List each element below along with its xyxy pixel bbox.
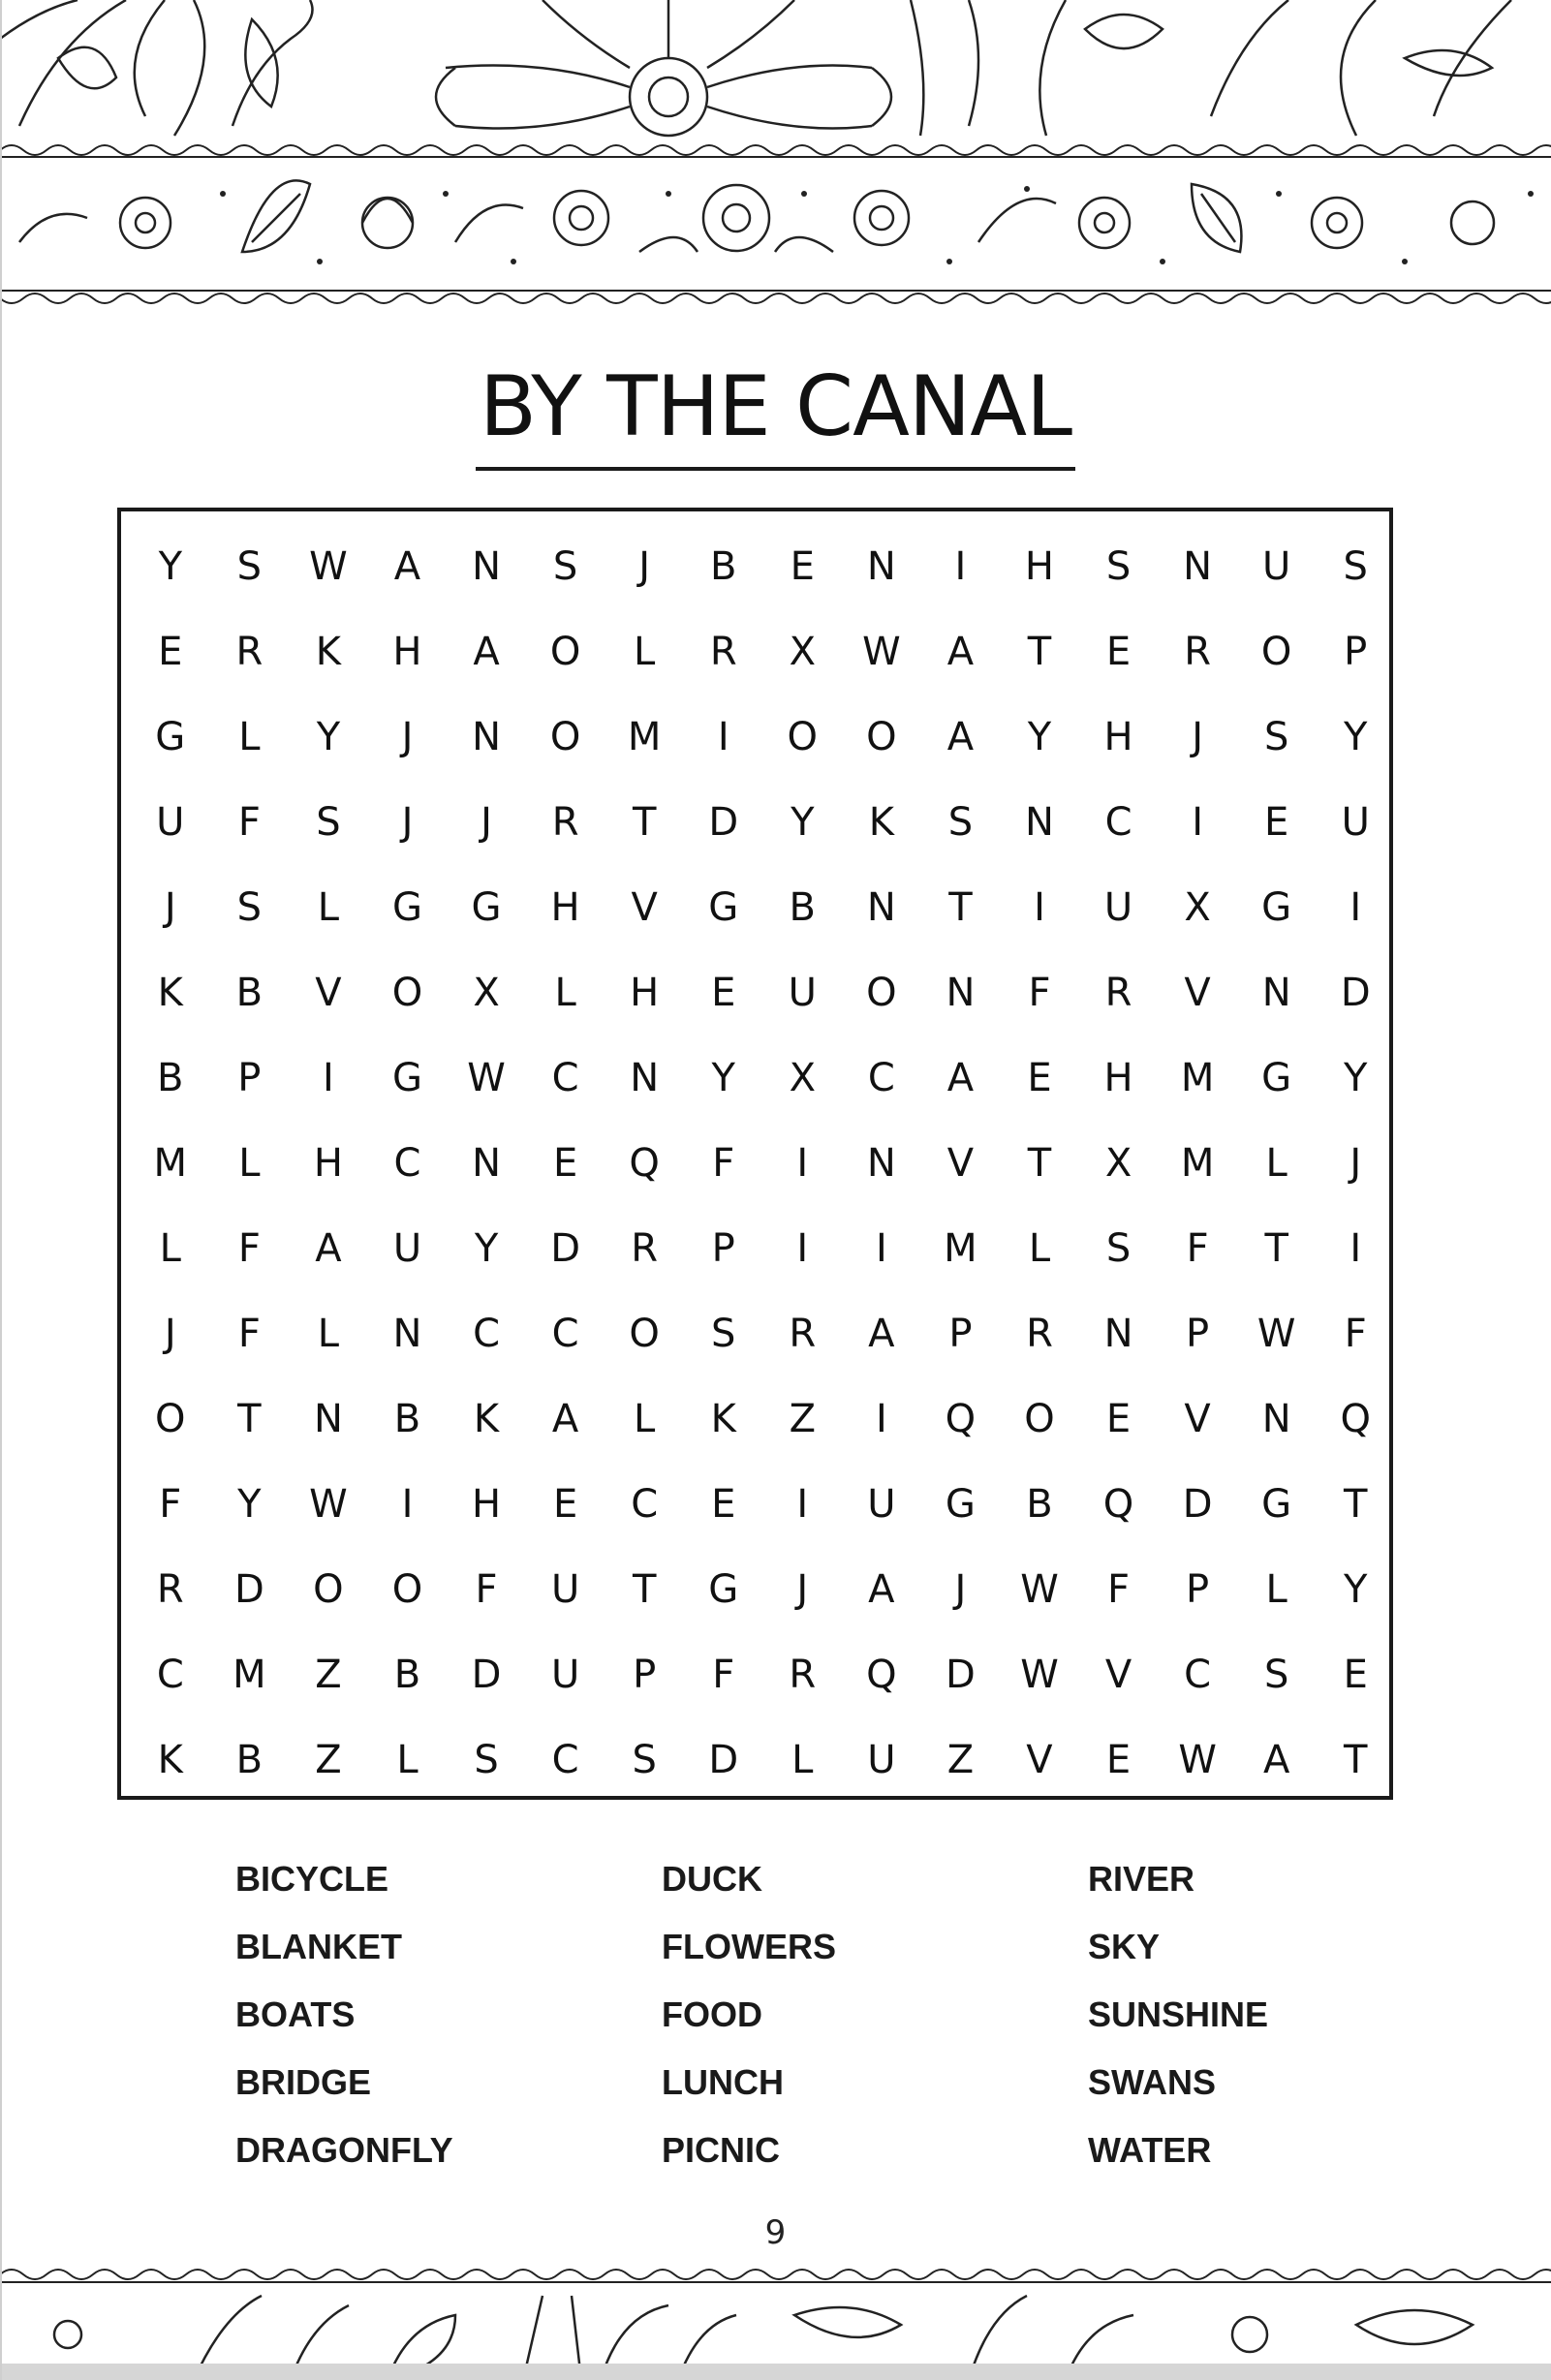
grid-letter: F <box>475 1567 498 1612</box>
grid-letter: S <box>236 544 263 589</box>
grid-letter: O <box>866 971 897 1015</box>
grid-letter: R <box>156 1567 184 1612</box>
bottom-floral-border <box>0 2257 1551 2380</box>
grid-letter: V <box>315 971 342 1015</box>
grid-letter: Q <box>866 1653 897 1697</box>
grid-letter: P <box>948 1312 973 1356</box>
grid-letter: V <box>631 885 658 930</box>
word-list-item: DRAGONFLY <box>235 2130 453 2170</box>
grid-letter: C <box>393 1141 421 1186</box>
grid-letter: H <box>392 630 422 674</box>
grid-letter: Y <box>316 715 341 759</box>
grid-letter: D <box>708 1738 739 1782</box>
grid-letter: W <box>1178 1738 1217 1782</box>
grid-letter: S <box>552 544 578 589</box>
grid-letter: S <box>947 800 974 845</box>
grid-letter: J <box>401 715 414 759</box>
grid-letter: G <box>391 1056 422 1100</box>
grid-letter: S <box>1105 1226 1132 1271</box>
grid-letter: O <box>787 715 819 759</box>
grid-letter: X <box>789 630 816 674</box>
word-list <box>235 1845 1320 2170</box>
grid-letter: M <box>233 1653 266 1697</box>
word-list-item: DUCK <box>662 1859 762 1899</box>
grid-letter: F <box>237 1226 261 1271</box>
word-list-item: WATER <box>1088 2130 1212 2170</box>
grid-letter: Y <box>237 1482 262 1527</box>
grid-letter: K <box>473 1397 500 1441</box>
grid-letter: I <box>323 1056 334 1100</box>
grid-letter: I <box>875 1226 887 1271</box>
grid-letter: S <box>1263 1653 1289 1697</box>
grid-letter: N <box>1261 1397 1291 1441</box>
grid-letter: K <box>315 630 342 674</box>
top-floral-border <box>0 0 1551 329</box>
grid-letter: N <box>1103 1312 1133 1356</box>
word-list-item: FOOD <box>662 1994 762 2034</box>
grid-letter: S <box>711 1312 736 1356</box>
grid-letter: X <box>1184 885 1211 930</box>
word-list-item: PICNIC <box>662 2130 781 2170</box>
grid-letter: Y <box>711 1056 735 1100</box>
grid-letter: W <box>309 1482 348 1527</box>
word-list-item: SKY <box>1088 1927 1161 1966</box>
grid-letter: T <box>237 1397 262 1441</box>
grid-letter: O <box>391 1567 423 1612</box>
grid-letter: C <box>551 1738 579 1782</box>
grid-letter: U <box>550 1653 580 1697</box>
grid-letter: L <box>159 1226 181 1271</box>
grid-letter: N <box>472 1141 501 1186</box>
grid-letter: Z <box>315 1738 342 1782</box>
grid-letter: B <box>789 885 816 930</box>
grid-letter: U <box>550 1567 580 1612</box>
grid-letter: U <box>156 800 185 845</box>
grid-letter: H <box>1024 544 1054 589</box>
grid-letter: J <box>164 885 176 930</box>
grid-letter: K <box>868 800 894 845</box>
grid-letter: T <box>1027 1141 1052 1186</box>
grid-letter: C <box>631 1482 659 1527</box>
grid-letter: L <box>1265 1567 1287 1612</box>
grid-letter: C <box>867 1056 895 1100</box>
grid-letter: E <box>1105 1397 1132 1441</box>
grid-letter: T <box>1344 1738 1368 1782</box>
grid-letter: C <box>1104 800 1132 845</box>
grid-letter: A <box>946 1056 975 1100</box>
grid-letter: H <box>313 1141 343 1186</box>
grid-letter: J <box>164 1312 176 1356</box>
grid-letter: G <box>708 1567 739 1612</box>
grid-letter: N <box>630 1056 660 1100</box>
grid-letter: R <box>1184 630 1211 674</box>
grid-letter: G <box>1261 1482 1292 1527</box>
word-list-item: SUNSHINE <box>1088 1994 1269 2034</box>
grid-letter: J <box>638 544 651 589</box>
grid-letter: V <box>1026 1738 1053 1782</box>
grid-letter: U <box>867 1482 896 1527</box>
grid-letter: U <box>788 971 817 1015</box>
grid-letter: O <box>629 1312 660 1356</box>
grid-letter: U <box>1103 885 1133 930</box>
grid-letter: R <box>1026 1312 1053 1356</box>
grid-letter: M <box>1180 1056 1215 1100</box>
grid-letter: O <box>1260 630 1292 674</box>
grid-letter: L <box>791 1738 814 1782</box>
grid-letter: R <box>709 630 737 674</box>
word-list-item: BLANKET <box>235 1927 402 1966</box>
grid-letter: O <box>549 630 581 674</box>
grid-letter: A <box>868 1312 895 1356</box>
grid-letter: E <box>552 1141 578 1186</box>
grid-letter: C <box>156 1653 184 1697</box>
grid-letter: Z <box>315 1653 342 1697</box>
grid-letter: F <box>237 1312 261 1356</box>
grid-letter: D <box>1340 971 1371 1015</box>
grid-letter: P <box>1186 1312 1210 1356</box>
grid-letter: G <box>1261 1056 1292 1100</box>
grid-letter: I <box>1192 800 1203 845</box>
grid-letter: R <box>631 1226 659 1271</box>
grid-letter: Z <box>946 1738 975 1782</box>
grid-letter: N <box>1261 971 1291 1015</box>
grid-letter: V <box>1104 1653 1132 1697</box>
grid-letter: G <box>945 1482 976 1527</box>
word-list-item: SWANS <box>1088 2062 1217 2102</box>
grid-letter: T <box>632 800 657 845</box>
grid-letter: J <box>1349 1141 1362 1186</box>
grid-letter: I <box>796 1141 809 1186</box>
grid-letter: L <box>317 885 340 930</box>
word-list-item: BRIDGE <box>235 2062 372 2102</box>
grid-letter: L <box>634 1397 656 1441</box>
grid-letter: G <box>1261 885 1292 930</box>
grid-letter: A <box>393 544 421 589</box>
grid-letter: X <box>1104 1141 1132 1186</box>
grid-letter: N <box>313 1397 343 1441</box>
grid-letter: E <box>1264 800 1289 845</box>
grid-letter: M <box>627 715 662 759</box>
grid-letter: N <box>866 885 896 930</box>
grid-letter: Y <box>1344 1056 1368 1100</box>
grid-letter: H <box>630 971 660 1015</box>
grid-letter: I <box>796 1226 809 1271</box>
grid-letter: N <box>1183 544 1213 589</box>
letter-grid <box>131 524 1395 1803</box>
grid-letter: S <box>1263 715 1289 759</box>
word-list-item: BICYCLE <box>235 1859 389 1899</box>
grid-letter: Y <box>158 544 182 589</box>
grid-letter: F <box>237 800 261 845</box>
grid-letter: T <box>632 1567 657 1612</box>
grid-letter: I <box>1034 885 1045 930</box>
grid-letter: Y <box>474 1226 499 1271</box>
grid-letter: N <box>866 544 896 589</box>
grid-letter: D <box>471 1653 502 1697</box>
grid-letter: G <box>471 885 502 930</box>
grid-letter: E <box>711 971 736 1015</box>
grid-letter: E <box>1105 630 1132 674</box>
grid-letter: Y <box>1344 715 1368 759</box>
grid-letter: P <box>711 1226 735 1271</box>
grid-letter: I <box>401 1482 414 1527</box>
word-list-item: RIVER <box>1088 1859 1195 1899</box>
grid-letter: U <box>392 1226 422 1271</box>
grid-letter: O <box>549 715 581 759</box>
grid-letter: D <box>946 1653 976 1697</box>
grid-letter: H <box>1103 715 1133 759</box>
grid-letter: O <box>866 715 897 759</box>
grid-letter: Y <box>1027 715 1052 759</box>
grid-letter: N <box>946 971 976 1015</box>
grid-letter: L <box>238 1141 261 1186</box>
grid-letter: S <box>316 800 341 845</box>
grid-letter: W <box>467 1056 506 1100</box>
grid-letter: A <box>1262 1738 1290 1782</box>
grid-letter: N <box>472 544 501 589</box>
grid-letter: Z <box>789 1397 816 1441</box>
grid-letter: O <box>155 1397 186 1441</box>
grid-letter: F <box>712 1141 735 1186</box>
grid-letter: G <box>155 715 186 759</box>
grid-letter: P <box>633 1653 657 1697</box>
grid-letter: M <box>153 1141 188 1186</box>
grid-letter: J <box>481 800 492 845</box>
grid-letter: L <box>317 1312 340 1356</box>
grid-letter: A <box>946 630 975 674</box>
page-title-text: BY THE CANAL <box>476 358 1075 471</box>
word-list-item: BOATS <box>235 1994 356 2034</box>
grid-letter: T <box>1344 1482 1368 1527</box>
grid-letter: U <box>1341 800 1370 845</box>
grid-letter: V <box>946 1141 975 1186</box>
grid-letter: W <box>862 630 901 674</box>
grid-letter: Q <box>945 1397 977 1441</box>
grid-letter: W <box>309 544 348 589</box>
grid-letter: V <box>1184 971 1211 1015</box>
grid-letter: U <box>867 1738 896 1782</box>
word-list-item: LUNCH <box>662 2062 784 2102</box>
grid-letter: G <box>391 885 422 930</box>
grid-letter: D <box>233 1567 264 1612</box>
grid-letter: P <box>1186 1567 1210 1612</box>
grid-letter: Q <box>1102 1482 1134 1527</box>
grid-letter: E <box>1105 1738 1132 1782</box>
grid-letter: F <box>1344 1312 1367 1356</box>
grid-letter: F <box>1028 971 1051 1015</box>
grid-letter: P <box>237 1056 262 1100</box>
grid-letter: P <box>1344 630 1368 674</box>
grid-letter: X <box>789 1056 816 1100</box>
grid-letter: H <box>471 1482 502 1527</box>
word-search-grid <box>117 508 1393 1800</box>
grid-letter: A <box>473 630 500 674</box>
grid-letter: F <box>712 1653 735 1697</box>
grid-letter: S <box>236 885 263 930</box>
grid-letter: R <box>1104 971 1132 1015</box>
grid-letter: Y <box>791 800 815 845</box>
grid-letter: S <box>474 1738 499 1782</box>
grid-letter: O <box>1024 1397 1055 1441</box>
grid-letter: I <box>796 1482 809 1527</box>
grid-letter: I <box>1349 1226 1362 1271</box>
grid-letter: D <box>1182 1482 1213 1527</box>
grid-letter: E <box>711 1482 736 1527</box>
grid-letter: I <box>717 715 729 759</box>
grid-letter: T <box>1264 1226 1288 1271</box>
grid-letter: L <box>554 971 576 1015</box>
grid-letter: O <box>313 1567 344 1612</box>
grid-letter: L <box>238 715 261 759</box>
grid-letter: Q <box>629 1141 660 1186</box>
grid-letter: K <box>157 1738 183 1782</box>
grid-letter: T <box>1027 630 1052 674</box>
grid-letter: R <box>551 800 579 845</box>
grid-letter: S <box>632 1738 657 1782</box>
grid-letter: F <box>159 1482 182 1527</box>
grid-letter: F <box>1186 1226 1209 1271</box>
grid-letter: Q <box>1340 1397 1371 1441</box>
grid-letter: D <box>550 1226 580 1271</box>
grid-letter: E <box>1027 1056 1052 1100</box>
grid-letter: H <box>1103 1056 1133 1100</box>
grid-letter: W <box>1256 1312 1296 1356</box>
grid-letter: N <box>392 1312 422 1356</box>
grid-letter: J <box>401 800 414 845</box>
grid-letter: B <box>709 544 737 589</box>
grid-letter: L <box>1265 1141 1287 1186</box>
grid-letter: D <box>708 800 739 845</box>
grid-letter: C <box>551 1312 579 1356</box>
grid-letter: N <box>472 715 501 759</box>
grid-letter: N <box>1025 800 1054 845</box>
grid-letter: A <box>868 1567 895 1612</box>
page-number: 9 <box>764 2213 787 2252</box>
grid-letter: U <box>1262 544 1291 589</box>
grid-letter: B <box>1026 1482 1053 1527</box>
grid-letter: J <box>796 1567 809 1612</box>
grid-letter: E <box>790 544 815 589</box>
grid-letter: R <box>789 1312 817 1356</box>
grid-letter: M <box>1180 1141 1215 1186</box>
grid-letter: V <box>1184 1397 1211 1441</box>
grid-letter: J <box>954 1567 967 1612</box>
grid-letter: T <box>948 885 973 930</box>
grid-letter: E <box>158 630 183 674</box>
grid-letter: B <box>393 1653 421 1697</box>
grid-letter: A <box>551 1397 579 1441</box>
grid-letter: X <box>473 971 500 1015</box>
grid-letter: I <box>954 544 967 589</box>
grid-letter: E <box>1343 1653 1368 1697</box>
grid-letter: C <box>473 1312 500 1356</box>
grid-letter: Y <box>1344 1567 1368 1612</box>
grid-letter: W <box>1020 1567 1059 1612</box>
grid-letter: I <box>875 1397 887 1441</box>
grid-letter: L <box>396 1738 419 1782</box>
grid-letter: K <box>157 971 183 1015</box>
grid-letter: R <box>235 630 264 674</box>
grid-letter: I <box>1349 885 1362 930</box>
grid-letter: B <box>393 1397 421 1441</box>
grid-letter: L <box>1028 1226 1051 1271</box>
grid-letter: L <box>634 630 656 674</box>
grid-letter: C <box>1184 1653 1212 1697</box>
word-list-item: FLOWERS <box>662 1927 836 1966</box>
grid-letter: K <box>710 1397 736 1441</box>
page-title <box>0 358 1551 471</box>
grid-letter: F <box>1107 1567 1131 1612</box>
grid-letter: E <box>552 1482 578 1527</box>
grid-letter: B <box>235 1738 264 1782</box>
grid-letter: N <box>866 1141 896 1186</box>
grid-letter: S <box>1105 544 1132 589</box>
grid-letter: R <box>789 1653 817 1697</box>
grid-letter: S <box>1343 544 1368 589</box>
grid-letter: M <box>944 1226 977 1271</box>
grid-letter: O <box>391 971 423 1015</box>
grid-letter: C <box>551 1056 579 1100</box>
grid-letter: A <box>946 715 975 759</box>
grid-letter: B <box>235 971 264 1015</box>
grid-letter: J <box>1192 715 1203 759</box>
grid-letter: G <box>708 885 739 930</box>
grid-letter: H <box>550 885 580 930</box>
grid-letter: A <box>315 1226 342 1271</box>
grid-letter: W <box>1020 1653 1059 1697</box>
grid-letter: B <box>157 1056 184 1100</box>
